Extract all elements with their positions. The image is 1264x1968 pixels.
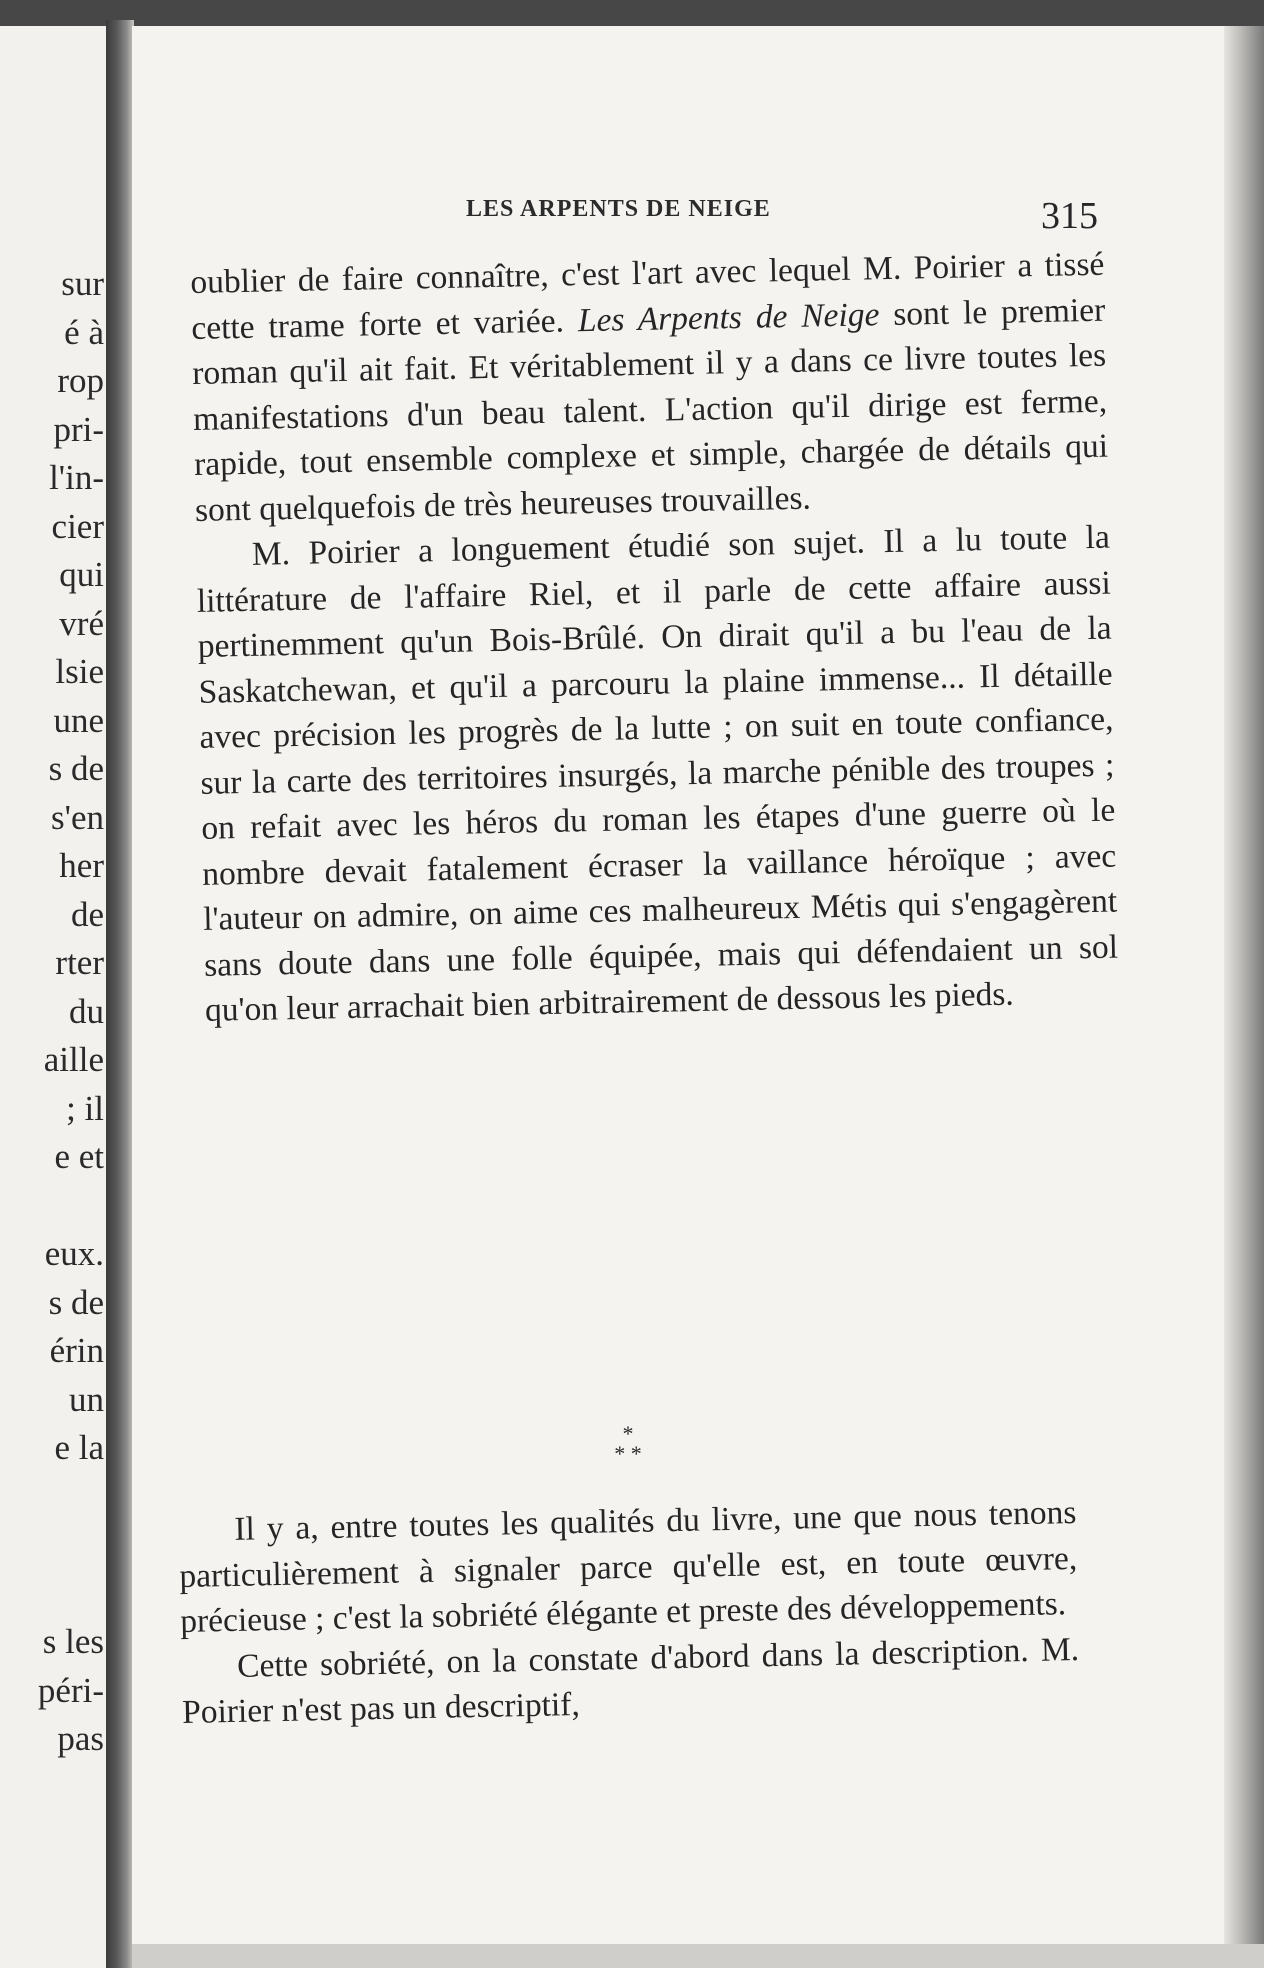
scan-bottom-border bbox=[132, 1944, 1264, 1968]
page-edge-shadow bbox=[1224, 26, 1264, 1968]
left-page-line: e et bbox=[54, 1137, 104, 1176]
page-number: 315 bbox=[1041, 195, 1098, 237]
left-page-line: rter bbox=[55, 943, 104, 982]
paragraph-2: M. Poirier a longuement étudié son sujet. Il a lu toute la littérature de l'affaire Riel, et il parle de cette affaire aussi pertinemment qu'un Bois-Brûlé. On dirait qu'il a bu l'eau de la Saskatchewan, et qu'il a parcouru la plaine immense... Il détaille avec précision les progrès de la lutte ; on suit en toute confiance, sur la carte des territoires insurgés, la marche pénible des troupes ; on refait avec les héros du roman les étapes d'une guerre où le nombre devait fatalement écraser la vaillance héroïque ; avec l'auteur on admire, on aime ces malheureux Métis qui s'engagèrent sans doute dans une folle équipée, mais qui défendaient un sol qu'on leur arrachait bien arbitrairement de dessous les pieds. bbox=[196, 518, 1119, 1029]
left-page-line: l'in- bbox=[49, 458, 104, 497]
left-page-line: de bbox=[70, 894, 104, 934]
left-page-line: lsie bbox=[55, 652, 104, 691]
book-gutter bbox=[106, 20, 134, 1968]
book-title-italic: Les Arpents de Neige bbox=[577, 295, 880, 339]
left-page-line: pri- bbox=[53, 409, 104, 449]
left-page-line: eux. bbox=[44, 1234, 104, 1273]
left-page-line: une bbox=[53, 700, 104, 740]
main-text-block bbox=[190, 242, 1119, 1034]
left-page-line: cier bbox=[51, 506, 104, 546]
left-page-line: du bbox=[69, 991, 104, 1031]
paragraph-1-lead: oublier de faire connaître, c'est l'art avec lequel M. Poirier a tissé cette trame forte et variée. bbox=[190, 245, 1105, 347]
section-break-asterism bbox=[603, 1421, 653, 1466]
asterism-bottom: * * bbox=[614, 1441, 642, 1466]
paragraph-4: Cette sobriété, on la constate d'abord dans la description. M. Poirier n'est pas un descriptif, bbox=[181, 1630, 1080, 1731]
left-page bbox=[0, 26, 112, 1968]
paragraph-1 bbox=[190, 242, 1109, 533]
second-section-text bbox=[178, 1490, 1080, 1735]
left-page-line: qui bbox=[59, 555, 104, 594]
left-page-line: s de bbox=[48, 1282, 104, 1322]
left-page-line: pas bbox=[57, 1719, 104, 1758]
left-page-line: péri- bbox=[37, 1670, 104, 1710]
left-page-line: aille bbox=[43, 1040, 104, 1079]
left-page-line: vré bbox=[59, 603, 104, 643]
left-page-line: ; il bbox=[66, 1088, 104, 1128]
paragraph-1-rest: sont le premier roman qu'il ait fait. Et véritablement il y a dans ce livre toutes les manifestations d'un beau talent. L'action qu'il dirige est ferme, rapide, tout ensemble complexe et simple, chargée de détails qui sont quelquefois de très heureuses trouvailles. bbox=[191, 291, 1109, 529]
running-head: LES ARPENTS DE NEIGE bbox=[466, 196, 771, 222]
asterism-top: * bbox=[622, 1421, 634, 1446]
paragraph-3: Il y a, entre toutes les qualités du livre, une que nous tenons particulièrement à signaler parce qu'elle est, en toute œuvre, précieuse ; c'est la sobriété élégante et preste des développements. bbox=[178, 1493, 1078, 1640]
left-page-line: é à bbox=[64, 312, 104, 352]
left-page-line: s les bbox=[42, 1622, 104, 1661]
left-page-line: s de bbox=[48, 749, 104, 788]
left-page-line: s'en bbox=[51, 797, 104, 837]
left-page-line: un bbox=[69, 1379, 104, 1419]
left-page-line: érin bbox=[49, 1331, 104, 1370]
left-page-line: her bbox=[59, 846, 104, 885]
left-page-line: sur bbox=[61, 264, 104, 303]
left-page-line: e la bbox=[54, 1428, 104, 1467]
left-page-line: rop bbox=[57, 361, 104, 400]
